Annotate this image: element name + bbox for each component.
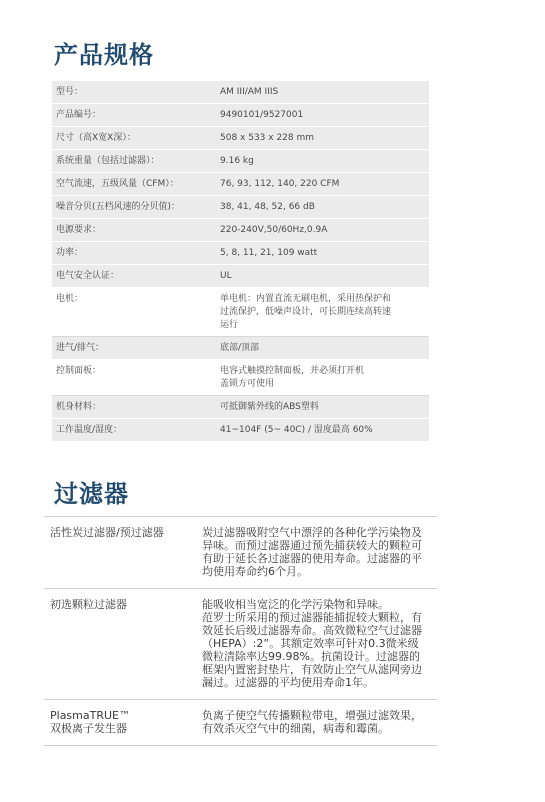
spec-row <box>52 219 429 242</box>
filter-description-line: 炭过滤器吸附空气中漂浮的各种化学污染物及 <box>202 526 422 539</box>
filter-row <box>44 588 437 699</box>
spec-value <box>220 360 429 395</box>
spec-label: 噪音分贝(五档风速的分贝值)： <box>56 202 181 212</box>
spec-label: 电气安全认证： <box>56 271 120 281</box>
spec-label: 系统重量（包括过滤器）： <box>56 156 160 166</box>
filter-description-line: 有效杀灭空气中的细菌，病毒和霉菌。 <box>202 722 389 735</box>
spec-value-line: AM III/AM IIIS <box>220 87 279 97</box>
spec-row <box>52 265 429 288</box>
spec-label: 尺寸（高X宽X深）： <box>56 133 136 143</box>
spec-value <box>220 196 429 218</box>
filter-table <box>44 516 437 746</box>
spec-value <box>220 219 429 241</box>
spec-value-line: UL <box>220 271 232 281</box>
spec-value <box>220 104 429 126</box>
filter-description <box>202 709 437 735</box>
spec-value-line: 电容式触摸控制面板，并必须打开机 <box>220 366 365 376</box>
spec-label: 功率： <box>56 248 84 258</box>
filter-name <box>44 598 202 689</box>
spec-value-line: 底部/顶部 <box>220 343 260 353</box>
spec-value <box>220 150 429 172</box>
spec-value-line: 38, 41, 48, 52, 66 dB <box>220 202 315 212</box>
spec-table <box>52 81 429 442</box>
filter-description-line: 微粒清除率达99.98%。抗菌设计。过滤器的 <box>202 650 420 663</box>
filter-description <box>202 598 437 689</box>
spec-section-title: 产品规格 <box>54 41 154 69</box>
spec-row <box>52 360 429 396</box>
spec-value-line: 41~104F (5~ 40C) / 湿度最高 60% <box>220 425 373 435</box>
spec-value <box>220 419 429 441</box>
filter-description-line: 有助于延长各过滤器的使用寿命。过滤器的平 <box>202 552 422 565</box>
filter-description-line: （HEPA）:2”。其额定效率可针对0.3微米级 <box>202 637 419 650</box>
filter-name-line: PlasmaTRUE™ <box>50 709 130 722</box>
filter-name-line: 初选颗粒过滤器 <box>50 598 127 611</box>
spec-value-line: 5, 8, 11, 21, 109 watt <box>220 248 318 258</box>
spec-value-line: 508 x 533 x 228 mm <box>220 133 315 143</box>
spec-label: 产品编号： <box>56 110 102 120</box>
filter-description-line: 漏过。过滤器的平均使用寿命1年。 <box>202 676 374 689</box>
filter-description-line: 异味。而预过滤器通过预先捕获较大的颗粒可 <box>202 539 422 552</box>
spec-row <box>52 396 429 419</box>
spec-value-line: 76, 93, 112, 140, 220 CFM <box>220 179 340 189</box>
spec-row <box>52 337 429 360</box>
spec-value <box>220 288 429 336</box>
spec-label: 工作温度/湿度： <box>56 425 123 435</box>
spec-row <box>52 196 429 219</box>
filter-description-line: 均使用寿命约6个月。 <box>202 565 308 578</box>
spec-value-line: 盖锁方可使用 <box>220 379 275 389</box>
spec-label: 电源要求： <box>56 225 102 235</box>
filter-name <box>44 526 202 578</box>
spec-value-line: 可抵御紫外线的ABS塑料 <box>220 402 319 412</box>
filter-description-line: 效延长后级过滤器寿命。高效微粒空气过滤器 <box>202 624 422 637</box>
filter-row <box>44 699 437 746</box>
spec-row <box>52 419 429 442</box>
filter-description-line: 框架内置密封垫片，有效防止空气从滤网旁边 <box>202 663 422 676</box>
spec-value <box>220 127 429 149</box>
spec-label: 电机： <box>56 294 84 304</box>
spec-value-line: 单电机：内置直流无刷电机，采用热保护和 <box>220 294 392 304</box>
spec-label: 空气流速，五级风量（CFM）： <box>56 179 179 189</box>
spec-row <box>52 173 429 196</box>
spec-row <box>52 150 429 173</box>
spec-row <box>52 104 429 127</box>
spec-row <box>52 81 429 104</box>
filter-section-title: 过滤器 <box>54 480 129 508</box>
filter-name <box>44 709 202 735</box>
spec-row <box>52 242 429 265</box>
filter-description-line: 能吸收相当宽泛的化学污染物和异味。 <box>202 598 389 611</box>
spec-value-line: 运行 <box>220 320 239 330</box>
spec-value <box>220 242 429 264</box>
spec-value <box>220 337 429 359</box>
spec-label: 进气/排气： <box>56 343 105 353</box>
spec-value-line: 220-240V,50/60Hz,0.9A <box>220 225 328 235</box>
spec-row <box>52 127 429 150</box>
spec-value <box>220 265 429 287</box>
filter-row <box>44 516 437 588</box>
spec-label: 机身材料： <box>56 402 102 412</box>
spec-value <box>220 81 429 103</box>
spec-value <box>220 173 429 195</box>
filter-name-line: 活性炭过滤器/预过滤器 <box>50 526 164 539</box>
spec-value-line: 过流保护，低噪声设计，可长期连续高转速 <box>220 307 392 317</box>
filter-description-line: 范罗士所采用的预过滤器能捕捉较大颗粒，有 <box>202 611 422 624</box>
spec-value-line: 9490101/9527001 <box>220 110 304 120</box>
spec-value <box>220 396 429 418</box>
filter-name-line: 双极离子发生器 <box>50 722 127 735</box>
spec-row <box>52 288 429 337</box>
spec-label: 型号： <box>56 87 84 97</box>
filter-description <box>202 526 437 578</box>
filter-description-line: 负离子使空气传播颗粒带电，增强过滤效果， <box>202 709 422 722</box>
spec-value-line: 9.16 kg <box>220 156 254 166</box>
spec-label: 控制面板： <box>56 366 102 376</box>
